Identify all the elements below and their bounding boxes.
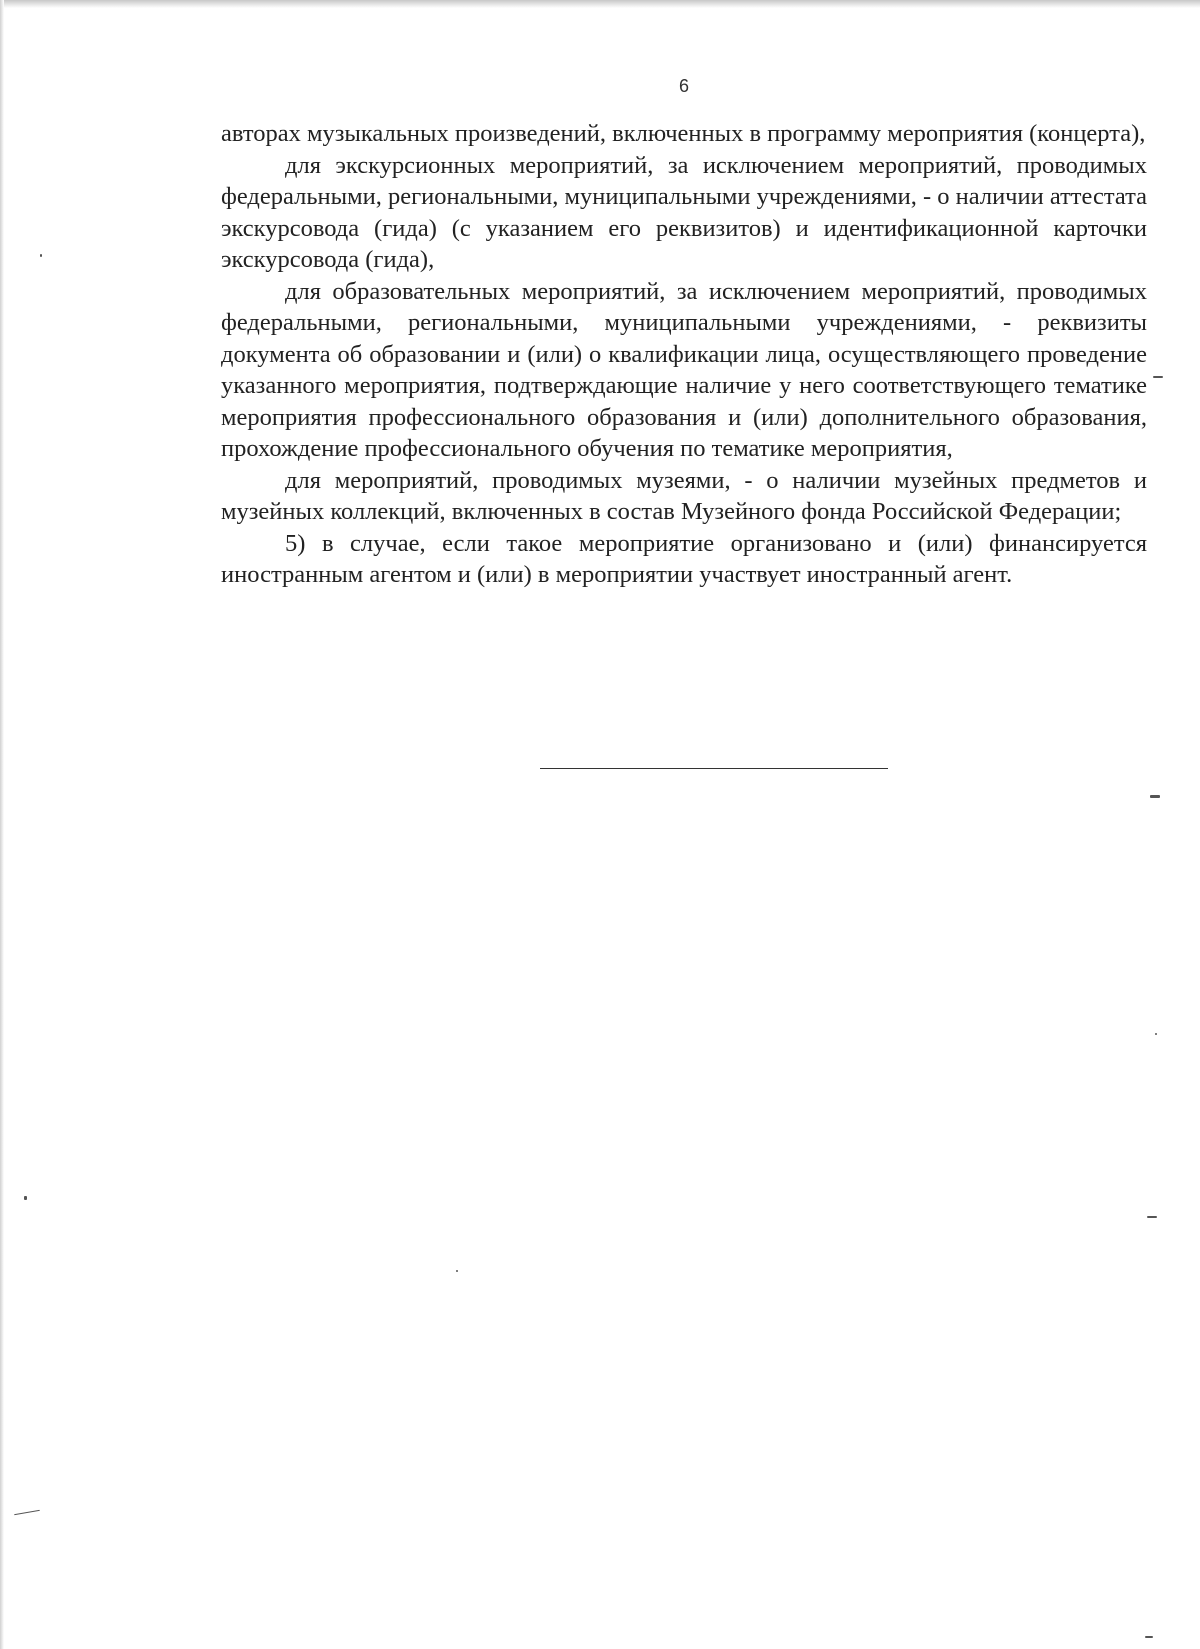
- scan-edge-left: [0, 0, 4, 1649]
- paragraph-1: авторах музыкальных произведений, включенных в программу мероприятия (концерта),: [221, 120, 1146, 147]
- scan-speck: [456, 1270, 458, 1272]
- scan-edge-top: [0, 0, 1200, 8]
- end-divider-line: [540, 768, 888, 769]
- scan-speck: [24, 1196, 27, 1200]
- paragraph-3: для образовательных мероприятий, за исключением мероприятий, проводимых федеральными, региональными, муниципальными учреждениями, - реквизиты документа об образовании и (или) о квалификации лица, осуществляющего проведение указанного мероприятия, подтверждающие наличие у него соответствующего тематике мероприятия профессионального образования и (или) дополнительного образования, прохождение профессионального обучения по тематике мероприятия,: [221, 277, 1147, 462]
- scan-speck: [14, 1510, 40, 1515]
- paragraph-2: для экскурсионных мероприятий, за исключением мероприятий, проводимых федеральными, региональными, муниципальными учреждениями, - о наличии аттестата экскурсовода (гида) (с указанием его реквизитов) и идентификационной карточки экскурсовода (гида),: [221, 151, 1147, 273]
- document-body: [221, 118, 1147, 591]
- scan-speck: [40, 254, 42, 257]
- scan-speck: [1155, 1033, 1157, 1035]
- page-number: 6: [678, 76, 689, 96]
- scan-speck: [1145, 1636, 1153, 1638]
- scan-speck: [1153, 376, 1163, 378]
- paragraph-4: для мероприятий, проводимых музеями, - о наличии музейных предметов и музейных коллекций, включенных в состав Музейного фонда Российской Федерации;: [221, 466, 1147, 525]
- paragraph-5: 5) в случае, если такое мероприятие организовано и (или) финансируется иностранным агентом и (или) в мероприятии участвует иностранный агент.: [221, 529, 1147, 588]
- scan-speck: [1150, 795, 1160, 798]
- scan-speck: [1147, 1216, 1157, 1218]
